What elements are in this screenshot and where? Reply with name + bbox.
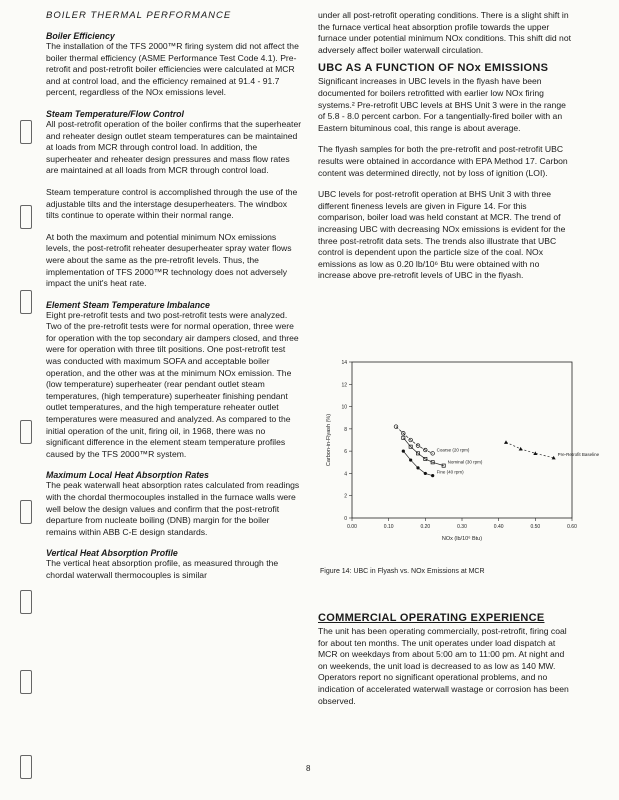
series-label: Fine (40 rpm) — [436, 469, 464, 475]
data-point — [394, 425, 398, 429]
paragraph: under all post-retrofit operating conditions. There is a slight shift in the furnace vertical heat absorption profile towards the upper furnace under potential minimum NOx conditions. This shift did not adversely affect boiler waterwall circulation. — [318, 10, 572, 55]
x-tick-label: 0.60 — [567, 524, 577, 530]
data-point — [504, 440, 508, 444]
paragraph: Significant increases in UBC levels in the flyash have been documented for boilers retrofitted with earlier low NOx firing systems.² Pre-retrofit UBC levels at BHS Unit 3 were in the range of 5.8 - 8.0 percent carbon. For a tangentially-fired boiler with an Eastern bituminous coal, this range is about average. — [318, 76, 566, 133]
margin-mark — [20, 590, 32, 614]
section-header-commercial: COMMERCIAL OPERATING EXPERIENCE — [318, 612, 545, 624]
subhead-element-steam: Element Steam Temperature Imbalance — [46, 299, 210, 310]
y-tick-label: 8 — [344, 426, 347, 433]
paragraph: The peak waterwall heat absorption rates calculated from readings with the chordal thermocouples installed in the furnace walls were well below the design values and confirm that the post-retrofit departure from nucleate boiling (DNB) margin for the boiler remains within ABB C-E design standards. — [46, 480, 300, 537]
x-tick-label: 0.30 — [457, 524, 467, 530]
x-axis-label: NOx (lb/10⁶ Btu) — [441, 536, 483, 542]
plot-frame — [352, 362, 572, 518]
margin-mark — [20, 670, 32, 694]
data-point — [409, 458, 412, 461]
data-point — [424, 472, 427, 475]
y-tick-label: 4 — [344, 471, 347, 478]
y-tick-label: 10 — [341, 404, 347, 411]
data-point — [431, 452, 435, 456]
subhead-vertical-heat: Vertical Heat Absorption Profile — [46, 548, 178, 559]
series-line — [506, 442, 554, 458]
page-number: 8 — [306, 764, 311, 773]
paragraph: The flyash samples for both the pre-retrofit and post-retrofit UBC results were obtained in accordance with EPA Method 17. Carbon content was determined directly, not by loss of ignition (LOI). — [318, 144, 568, 178]
x-tick-label: 0.50 — [530, 524, 541, 530]
margin-mark — [20, 120, 32, 144]
commercial-section — [318, 606, 574, 707]
punch-hole-margin — [8, 0, 38, 800]
paragraph: UBC levels for post-retrofit operation at BHS Unit 3 with three different fineness levels are given in Figure 14. For this comparison, boiler load was held constant at MCR. The trend of increasing UBC with decreasing NOx emissions is evident for the three post-retrofit data sets. The trends also illustrate that UBC control is dependent upon the particle size of the coal. NOx emissions as low as 0.20 lb/10⁶ Btu were obtained with no increase above pre-retrofit levels of UBC in the flyash. — [318, 189, 566, 281]
series-label: Pre-Retrofit Baseline — [557, 451, 600, 457]
paragraph: The unit has been operating commercially, post-retrofit, firing coal for about ten months. The unit operates under load dispatch at MCR on weekdays from about 5:00 am to 11:00 pm. At night and on weekends, the unit load is decreased to as low as 140 MW. Operators report no significant operational problems, and no indication of accelerated waterwall wastage or corrosion has been observed. — [318, 626, 569, 706]
series-label: Nominal (30 rpm) — [447, 459, 483, 465]
y-tick-label: 6 — [344, 449, 347, 456]
paragraph: Eight pre-retrofit tests and two post-retrofit tests were analyzed. Two of the pre-retrofit tests were for normal operation, three were for operation with the top secondary air dampers closed, and three were for operation with three tilt positions. One post-retrofit test was conducted with maximum SOFA and acceptable boiler operation, and the other was at the minimum NOx emission. The (low temperature) superheater (rear pendant outlet steam temperatures, (high temperature) superheater finishing pendant outlet temperatures, and the high temperature reheater outlet temperatures were measured and analyzed. As compared to the initial operation of the unit, firing oil, in 1968, there was no significant difference in the element steam temperature profiles caused by the TFS 2000™R system. — [46, 309, 299, 459]
x-tick-label: 0.40 — [493, 524, 504, 530]
margin-mark — [20, 500, 32, 524]
margin-mark — [20, 755, 32, 779]
figure-caption: Figure 14: UBC in Flyash vs. NOx Emissions at MCR — [320, 568, 485, 575]
section-header: BOILER THERMAL PERFORMANCE — [46, 10, 232, 21]
paragraph: Steam temperature control is accomplished through the use of the adjustable tilts and the interstage desuperheaters. The windbox tilts continue to operate within their normal range. — [46, 186, 298, 221]
left-column — [46, 10, 302, 582]
margin-mark — [20, 420, 32, 444]
data-point — [431, 474, 434, 477]
y-axis-label: Carbon-in-Flyash (%) — [326, 413, 332, 467]
y-tick-label: 14 — [341, 360, 347, 366]
section-header-ubc: UBC AS A FUNCTION OF NOx EMISSIONS — [318, 62, 549, 75]
subhead-steam-temperature: Steam Temperature/Flow Control — [46, 108, 185, 119]
paragraph: At both the maximum and potential minimum NOx emissions levels, the post-retrofit reheater desuperheater spray water flows were about the same as the pre-retrofit levels. Thus, the implementation of TFS 2000™R technology does not adversely impact the unit's heat rate. — [46, 231, 292, 289]
data-point — [533, 451, 537, 455]
subhead-max-local-heat: Maximum Local Heat Absorption Rates — [46, 470, 209, 481]
right-column — [318, 10, 574, 282]
data-point — [519, 447, 523, 451]
series-label: Coarse (20 rpm) — [436, 447, 470, 453]
x-tick-label: 0.20 — [420, 524, 431, 530]
x-tick-label: 0.10 — [383, 524, 394, 530]
data-point — [416, 466, 419, 469]
data-point — [402, 450, 405, 453]
x-tick-label: 0.00 — [347, 524, 357, 530]
margin-mark — [20, 290, 32, 314]
margin-mark — [20, 205, 32, 229]
figure-14-chart — [320, 350, 600, 580]
y-tick-label: 0 — [344, 516, 347, 522]
y-tick-label: 12 — [341, 382, 347, 389]
y-tick-label: 2 — [344, 493, 347, 500]
subhead-boiler-efficiency: Boiler Efficiency — [46, 31, 115, 41]
paragraph: The vertical heat absorption profile, as measured through the chordal waterwall thermocouples is similar — [46, 558, 279, 580]
paragraph: All post-retrofit operation of the boiler confirms that the superheater and reheater design outlet steam temperatures can be maintained at loads from MCR through control load. In addition, the superheater and reheater design pressures and mass flow rates are maintained at all loads from MCR through control load. — [46, 118, 302, 176]
paragraph: The installation of the TFS 2000™R firing system did not affect the boiler thermal efficiency (ASME Performance Test Code 4.1). Pre-retrofit and post-retrofit boiler efficiencies were calculated at MCR and at control load, and the efficiency remained at 91.4 - 91.7 percent, regardless of the NOx emissions level. — [46, 41, 299, 98]
